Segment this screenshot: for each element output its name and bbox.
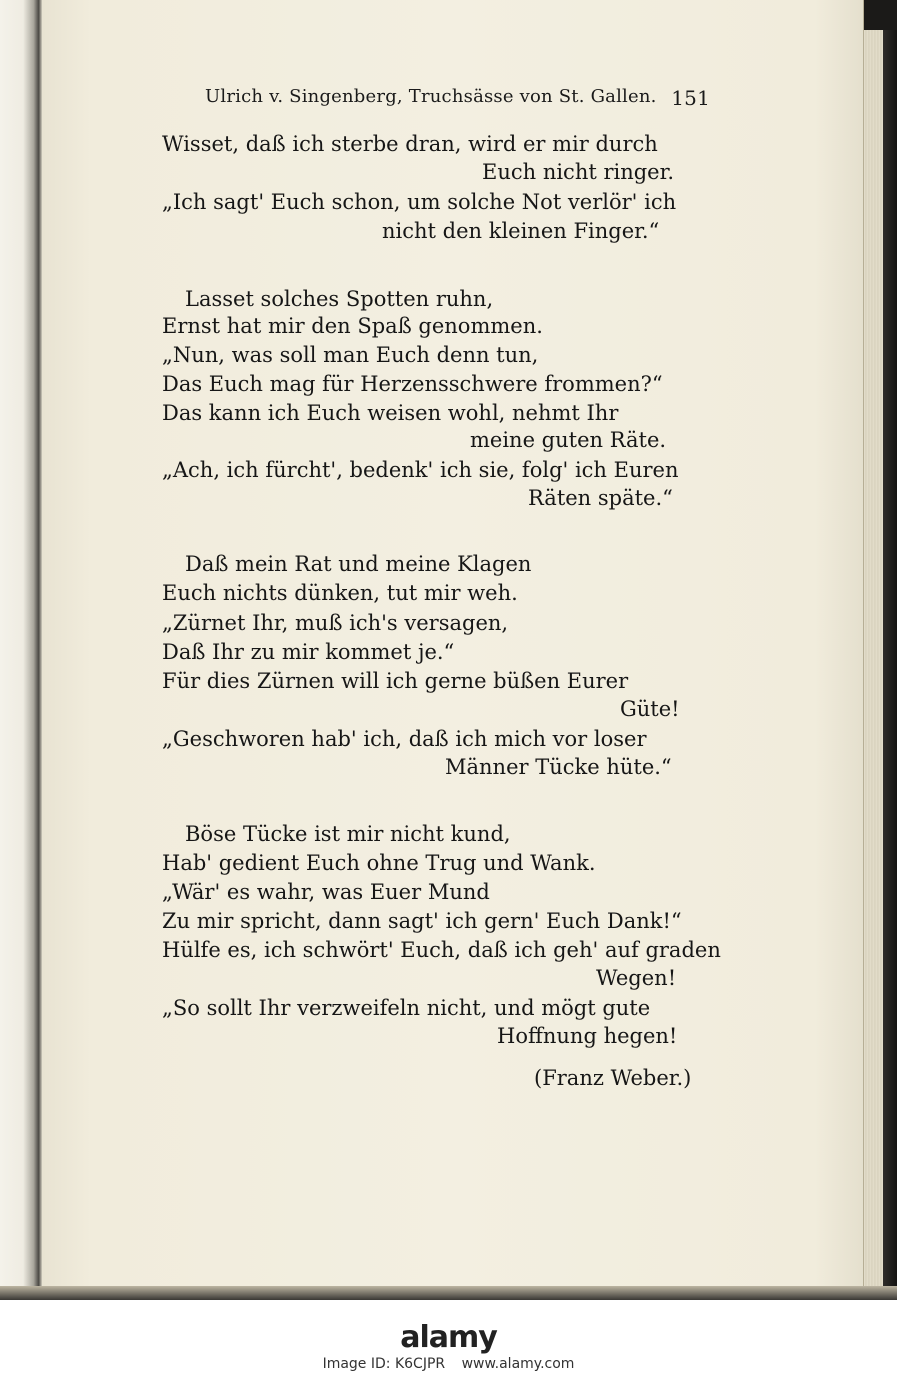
poem-line: Wegen! — [596, 966, 677, 990]
book-gutter — [0, 0, 42, 1300]
poem-line: Lasset solches Spotten ruhn, — [185, 287, 494, 311]
poem-line: „Zürnet Ihr, muß ich's versagen, — [162, 611, 509, 635]
page-block-edge — [863, 0, 897, 1300]
poem-line: Euch nichts dünken, tut mir weh. — [162, 581, 518, 605]
poem-line: „Ich sagt' Euch schon, um solche Not verlör' ich — [162, 190, 677, 214]
poem-line: Für dies Zürnen will ich gerne büßen Eurer — [162, 669, 629, 693]
header-title: Ulrich v. Singenberg, Truchsässe von St. Gallen. — [205, 86, 657, 107]
poem-line: „Ach, ich fürcht', bedenk' ich sie, folg' ich Euren — [162, 458, 679, 482]
poem-line: Daß mein Rat und meine Klagen — [185, 552, 532, 576]
alamy-logo: alamy — [400, 1320, 497, 1355]
poem-line: Wisset, daß ich sterbe dran, wird er mir durch — [162, 132, 658, 156]
poem-line: „Geschworen hab' ich, daß ich mich vor loser — [162, 727, 647, 751]
poem-line: „Wär' es wahr, was Euer Mund — [162, 880, 490, 904]
poem-line: „So sollt Ihr verzweifeln nicht, und mögt gute — [162, 996, 651, 1020]
poem-line: Hab' gedient Euch ohne Trug und Wank. — [162, 851, 596, 875]
poem-line: Das kann ich Euch weisen wohl, nehmt Ihr — [162, 401, 619, 425]
attribution: (Franz Weber.) — [534, 1066, 692, 1090]
poem-line: Hülfe es, ich schwört' Euch, daß ich geh' auf graden — [162, 938, 721, 962]
binding-corner — [864, 0, 897, 30]
poem-line: Hoffnung hegen! — [497, 1024, 678, 1048]
poem-line: Euch nicht ringer. — [482, 160, 675, 184]
poem-line: Böse Tücke ist mir nicht kund, — [185, 822, 511, 846]
poem-line: Daß Ihr zu mir kommet je.“ — [162, 640, 455, 664]
poem-line: Männer Tücke hüte.“ — [445, 755, 672, 779]
site-url: www.alamy.com — [461, 1356, 575, 1372]
poem-line: meine guten Räte. — [470, 428, 667, 452]
stock-image-info — [317, 1356, 581, 1372]
cover-bottom-edge — [0, 1286, 897, 1300]
poem-line: Zu mir spricht, dann sagt' ich gern' Euch Dank!“ — [162, 909, 682, 933]
poem-line: Das Euch mag für Herzensschwere frommen?“ — [162, 372, 663, 396]
poem-line: nicht den kleinen Finger.“ — [382, 219, 660, 243]
poem-line: Ernst hat mir den Spaß genommen. — [162, 314, 543, 338]
poem-line: Räten späte.“ — [528, 486, 673, 510]
binding-edge — [883, 0, 897, 1300]
poem-line: Güte! — [620, 697, 680, 721]
poem-line: „Nun, was soll man Euch denn tun, — [162, 343, 539, 367]
page-number: 151 — [671, 86, 710, 110]
image-id: Image ID: K6CJPR — [322, 1356, 446, 1372]
